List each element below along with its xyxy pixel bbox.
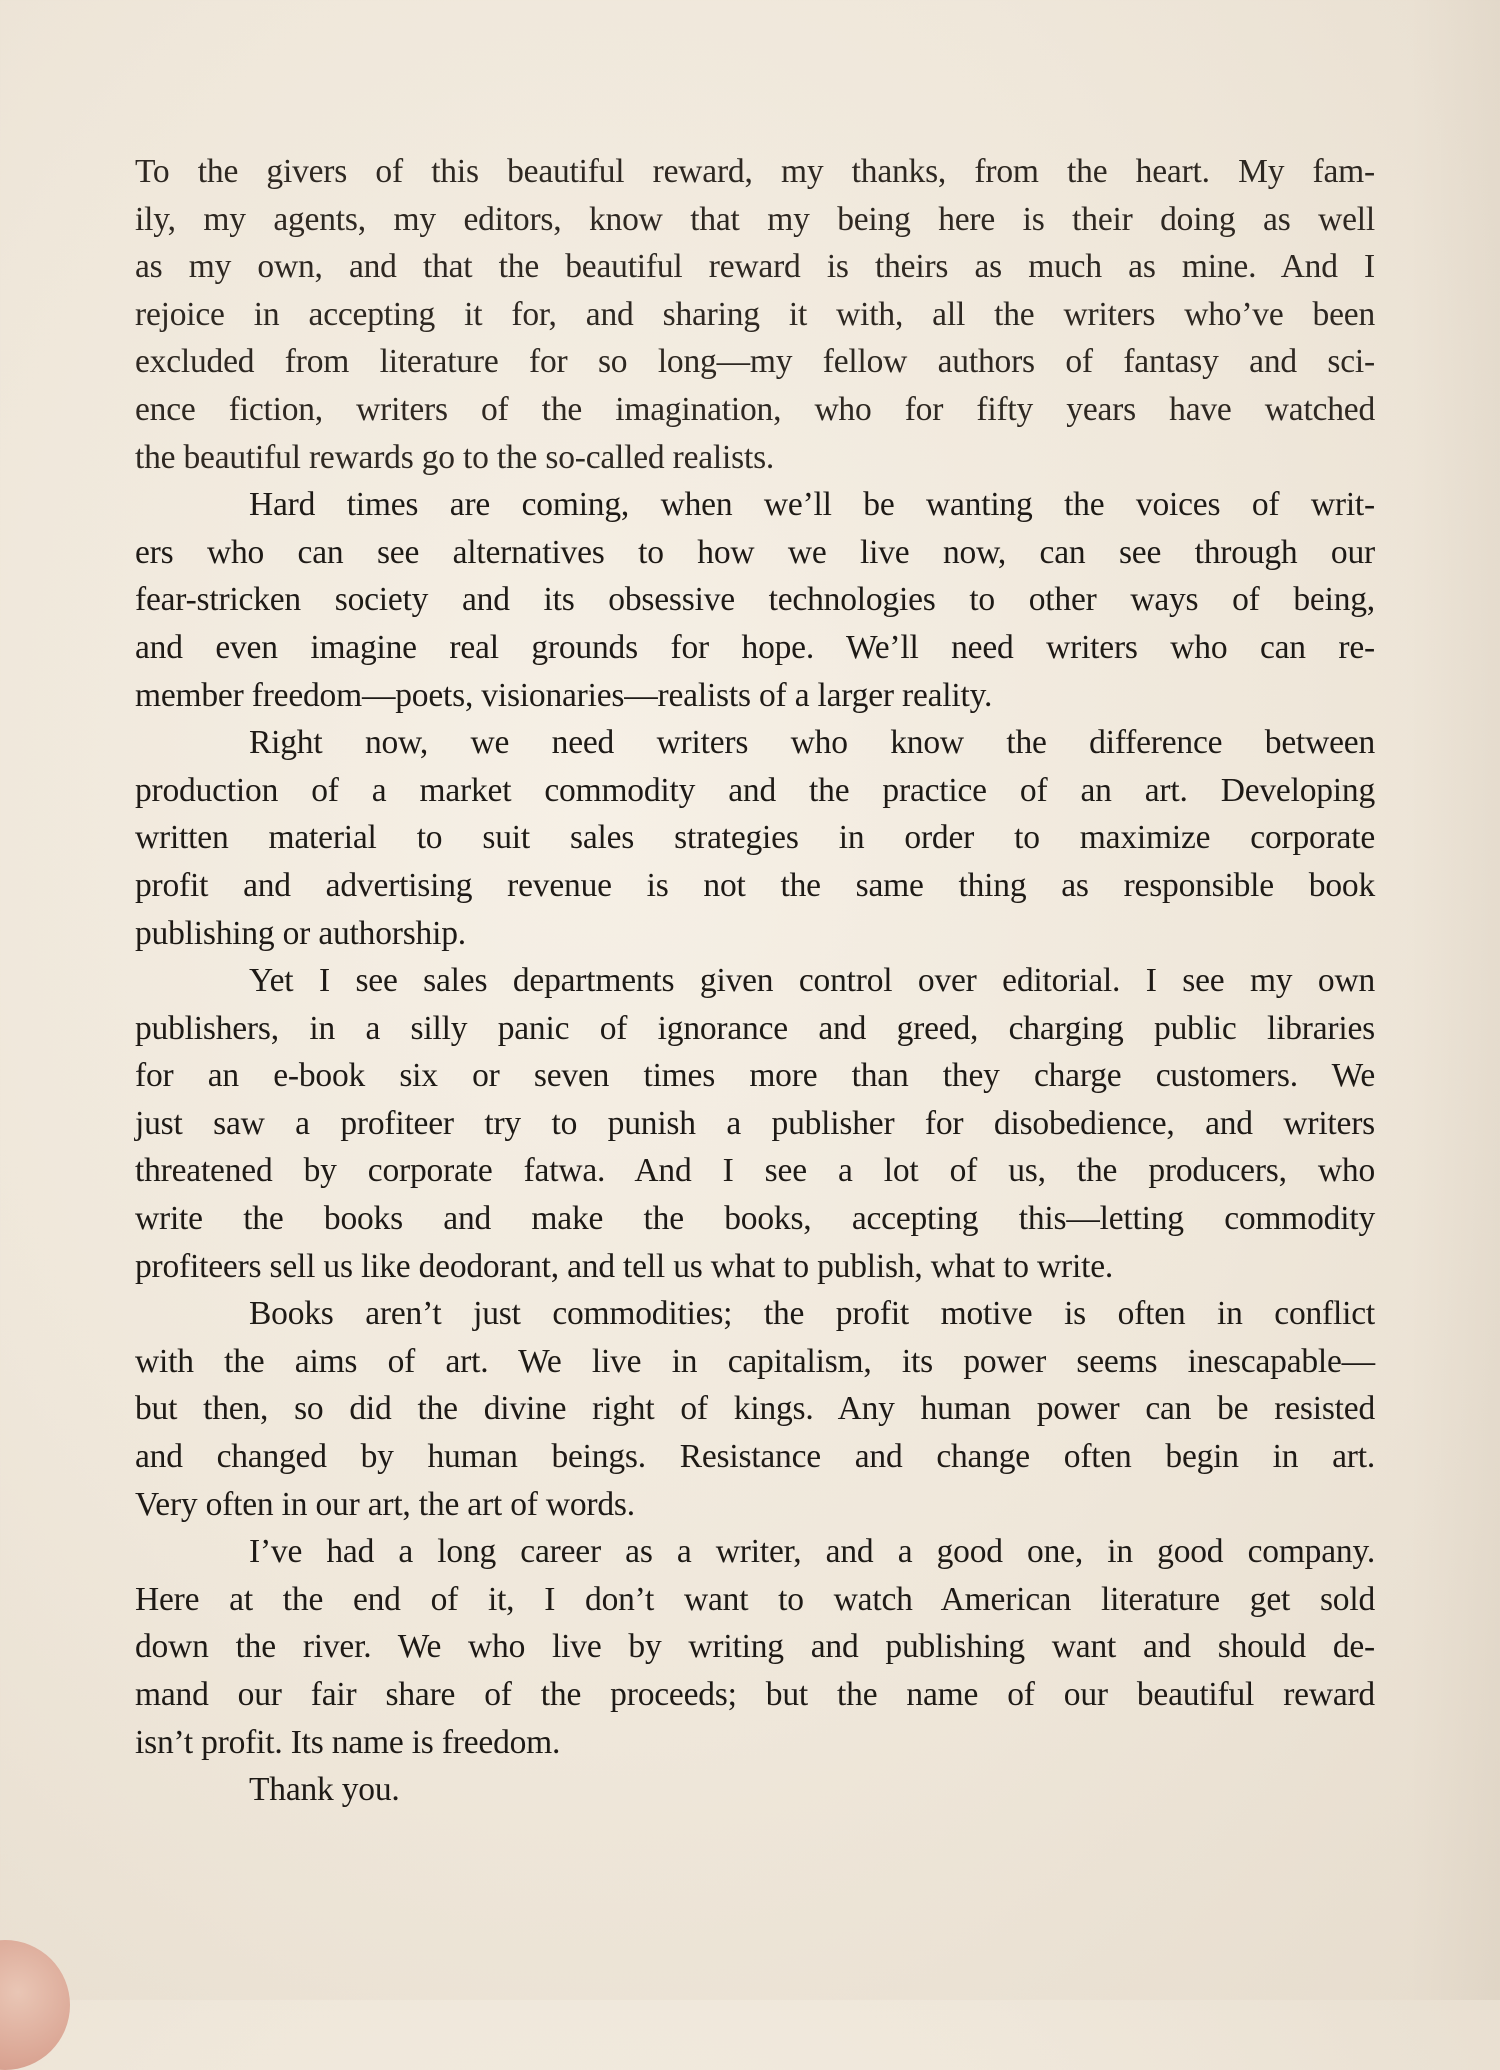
text-line: fear-stricken society and its obsessive technologies to other ways of being, bbox=[135, 581, 1375, 619]
text-line: Books aren’t just commodities; the profit motive is often in conflict bbox=[249, 1295, 1375, 1333]
text-line: excluded from literature for so long—my fellow authors of fantasy and sci- bbox=[135, 343, 1375, 381]
text-line: Hard times are coming, when we’ll be wanting the voices of writ- bbox=[249, 486, 1375, 524]
text-line: Right now, we need writers who know the difference between bbox=[249, 724, 1375, 762]
page-shadow bbox=[1410, 0, 1500, 2000]
text-line: written material to suit sales strategies in order to maximize corporate bbox=[135, 819, 1375, 857]
paragraph-4 bbox=[135, 957, 1375, 1290]
text-line: ers who can see alternatives to how we live now, can see through our bbox=[135, 533, 1375, 571]
text-line: profiteers sell us like deodorant, and tell us what to publish, what to write. bbox=[135, 1247, 1114, 1285]
text-line: Yet I see sales departments given control over editorial. I see my own bbox=[249, 962, 1375, 1000]
paragraph-5 bbox=[135, 1290, 1375, 1528]
speech-text bbox=[135, 148, 1375, 1814]
text-line: the beautiful rewards go to the so-called realists. bbox=[135, 438, 775, 476]
text-line: write the books and make the books, accepting this—letting commodity bbox=[135, 1200, 1375, 1238]
text-line: threatened by corporate fatwa. And I see a lot of us, the producers, who bbox=[135, 1152, 1375, 1190]
text-line: with the aims of art. We live in capitalism, its power seems inescapable— bbox=[135, 1342, 1375, 1380]
closing-line: Thank you. bbox=[249, 1771, 400, 1809]
text-line: and changed by human beings. Resistance and change often begin in art. bbox=[135, 1438, 1375, 1476]
text-line: production of a market commodity and the practice of an art. Developing bbox=[135, 771, 1375, 809]
text-line: ily, my agents, my editors, know that my being here is their doing as well bbox=[135, 200, 1375, 238]
text-line: To the givers of this beautiful reward, my thanks, from the heart. My fam- bbox=[135, 153, 1375, 190]
text-line: but then, so did the divine right of kings. Any human power can be resisted bbox=[135, 1390, 1375, 1428]
text-line: publishers, in a silly panic of ignorance and greed, charging public libraries bbox=[135, 1009, 1375, 1047]
paragraph-closing bbox=[135, 1766, 1375, 1814]
paragraph-2 bbox=[135, 481, 1375, 719]
text-line: mand our fair share of the proceeds; but the name of our beautiful reward bbox=[135, 1676, 1375, 1713]
finger-shadow bbox=[0, 1940, 70, 2070]
text-line: Very often in our art, the art of words. bbox=[135, 1485, 635, 1523]
text-line: Here at the end of it, I don’t want to watch American literature get sold bbox=[135, 1580, 1375, 1618]
text-line: rejoice in accepting it for, and sharing it with, all the writers who’ve been bbox=[135, 295, 1375, 333]
text-line: I’ve had a long career as a writer, and a good one, in good company. bbox=[249, 1533, 1375, 1571]
text-line: down the river. We who live by writing and publishing want and should de- bbox=[135, 1628, 1375, 1666]
text-line: and even imagine real grounds for hope. We’ll need writers who can re- bbox=[135, 628, 1375, 666]
text-line: profit and advertising revenue is not the same thing as responsible book bbox=[135, 866, 1375, 904]
paragraph-6 bbox=[135, 1528, 1375, 1766]
text-line: publishing or authorship. bbox=[135, 914, 466, 952]
paragraph-1 bbox=[135, 148, 1375, 481]
text-line: for an e-book six or seven times more than they charge customers. We bbox=[135, 1057, 1375, 1095]
text-line: just saw a profiteer try to punish a publisher for disobedience, and writers bbox=[135, 1104, 1375, 1142]
text-line: ence fiction, writers of the imagination, who for fifty years have watched bbox=[135, 390, 1375, 428]
text-line: as my own, and that the beautiful reward is theirs as much as mine. And I bbox=[135, 248, 1375, 286]
text-line: isn’t profit. Its name is freedom. bbox=[135, 1723, 561, 1761]
paragraph-3 bbox=[135, 719, 1375, 957]
text-line: member freedom—poets, visionaries—realists of a larger reality. bbox=[135, 676, 993, 714]
